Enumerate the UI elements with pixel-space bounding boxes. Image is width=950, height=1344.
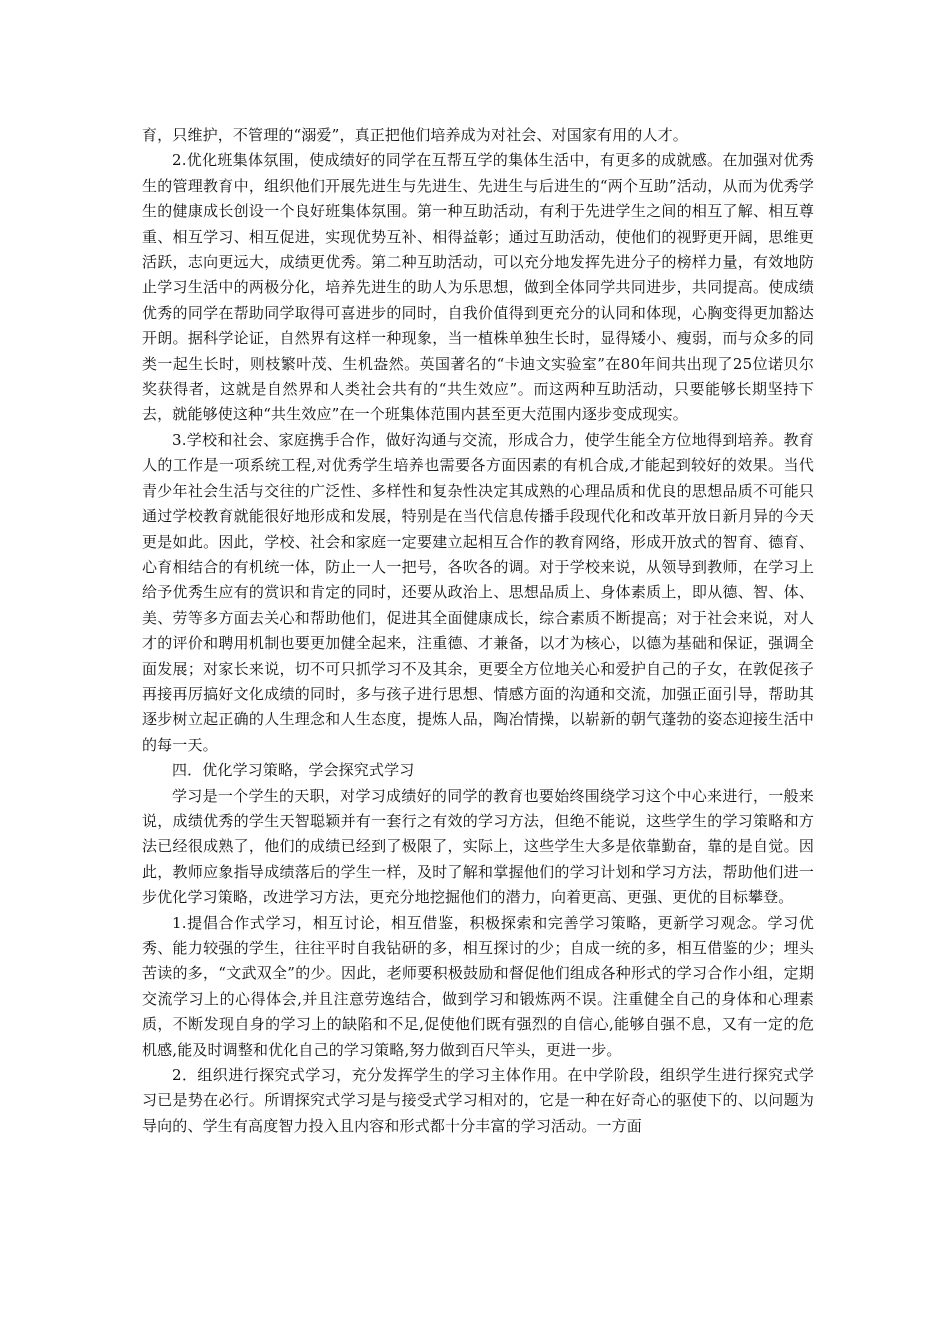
paragraph-learning-intro: 学习是一个学生的天职，对学习成绩好的同学的教育也要始终围绕学习这个中心来进行，一般来说，成绩优秀的学生天智聪颖并有一套行之有效的学习方法，但绝不能说，这些学生的学习策略和方法已经很成熟了，他们的成绩已经到了极限了，实际上，这些学生大多是依靠勤奋，靠的是自觉。因此，教师应象指导成绩落后的学生一样，及时了解和掌握他们的学习计划和学习方法，帮助他们进一步优化学习策略，改进学习方法，更充分地挖掘他们的潜力，向着更高、更强、更优的目标攀登。 bbox=[142, 786, 814, 907]
section-heading: 四．优化学习策略，学会探究式学习 bbox=[172, 761, 415, 780]
paragraph-school-society-family: 3.学校和社会、家庭携手合作，做好沟通与交流，形成合力，使学生能全方位地得到培养。教育人的工作是一项系统工程,对优秀学生培养也需要各方面因素的有机合成,才能起到较好的效果。当代青少年社会生活与交往的广泛性、多样性和复杂性决定其成熟的心理品质和优良的思想品质不可能只通过学校教育就能很好地形成和发展，特别是在当代信息传播手段现代化和改革开放日新月异的今天更是如此。因此，学校、社会和家庭一定要建立起相互合作的教育网络，形成开放式的智育、德育、心育相结合的有机统一体，防止一人一把号，各吹各的调。对于学校来说，从领导到教师，在学习上给予优秀生应有的赏识和肯定的同时，还要从政治上、思想品质上、身体素质上，即从德、智、体、美、劳等多方面去关心和帮助他们，促进其全面健康成长，综合素质不断提高；对于社会来说，对人才的评价和聘用机制也要更加健全起来，注重德、才兼备，以才为核心，以德为基础和保证，强调全面发展；对家长来说，切不可只抓学习不及其余，更要全方位地关心和爱护自己的子女，在敦促孩子再接再厉搞好文化成绩的同时，多与孩子进行思想、情感方面的沟通和交流，加强正面引导，帮助其逐步树立起正确的人生理念和人生态度，提炼人品，陶冶情操，以崭新的朝气蓬勃的姿态迎接生活中的每一天。 bbox=[142, 430, 814, 754]
paragraph-inquiry-learning: 2．组织进行探究式学习，充分发挥学生的学习主体作用。在中学阶段，组织学生进行探究式学习已是势在必行。所谓探究式学习是与接受式学习相对的，它是一种在好奇心的驱使下的、以问题为导向的、学生有高度智力投入且内容和形式都十分丰富的学习活动。一方面 bbox=[142, 1066, 814, 1135]
document-page bbox=[142, 123, 814, 1139]
paragraph-continuation: 育，只维护，不管理的“溺爱”，真正把他们培养成为对社会、对国家有用的人才。 bbox=[142, 126, 688, 144]
paragraph-class-atmosphere: 2.优化班集体氛围，使成绩好的同学在互帮互学的集体生活中，有更多的成就感。在加强对优秀生的管理教育中，组织他们开展先进生与先进生、先进生与后进生的“两个互助”活动，从而为优秀学生的健康成长创设一个良好班集体氛围。第一种互助活动，有利于先进学生之间的相互了解、相互尊重、相互学习、相互促进，实现优势互补、相得益彰；通过互助活动，使他们的视野更开阔，思维更活跃，志向更远大，成绩更优秀。第二种互助活动，可以充分地发挥先进分子的榜样力量，有效地防止学习生活中的两极分化，培养先进生的助人为乐思想，做到全体同学共同进步，共同提高。使成绩优秀的同学在帮助同学取得可喜进步的同时，自我价值得到更充分的认同和体现，心胸变得更加豁达开朗。据科学论证，自然界有这样一种现象，当一植株单独生长时，显得矮小、瘦弱，而与众多的同类一起生长时，则枝繁叶茂、生机盎然。英国著名的“卡迪文实验室”在80年间共出现了25位诺贝尔奖获得者，这就是自然界和人类社会共有的“共生效应”。而这两种互助活动，只要能够长期坚持下去，就能够使这种“共生效应”在一个班集体范围内甚至更大范围内逐步变成现实。 bbox=[142, 151, 814, 424]
paragraph-cooperative-learning: 1.提倡合作式学习，相互讨论，相互借鉴，积极探索和完善学习策略，更新学习观念。学习优秀、能力较强的学生，往往平时自我钻研的多，相互探讨的少；自成一统的多，相互借鉴的少；埋头苦读的多，“文武双全”的少。因此，老师要积极鼓励和督促他们组成各种形式的学习合作小组，定期交流学习上的心得体会,并且注意劳逸结合，做到学习和锻炼两不误。注重健全自己的身体和心理素质，不断发现自身的学习上的缺陷和不足,促使他们既有强烈的自信心,能够自强不息，又有一定的危机感,能及时调整和优化自己的学习策略,努力做到百尺竿头，更进一步。 bbox=[142, 913, 814, 1059]
